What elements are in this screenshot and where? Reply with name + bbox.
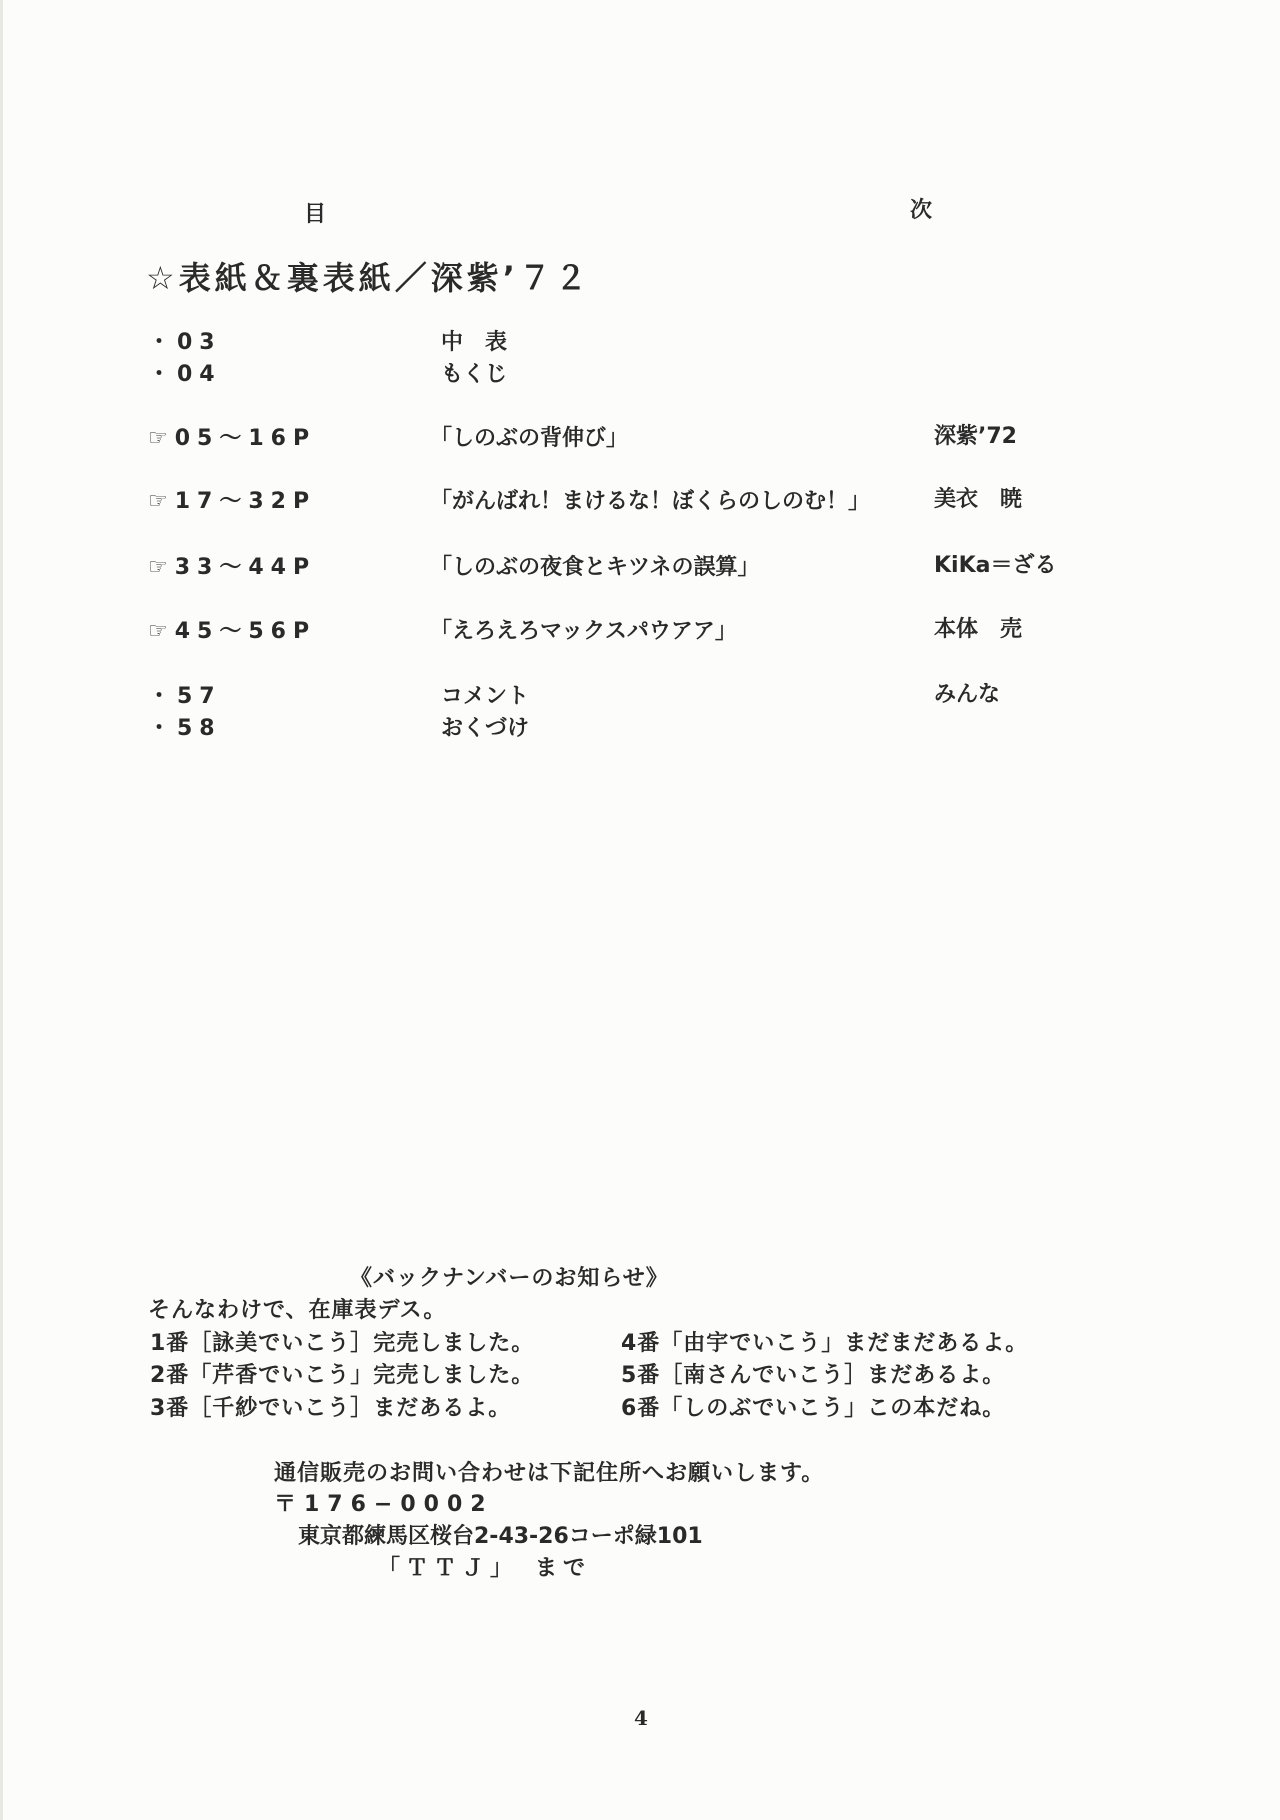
toc-pages: ・04 [148, 362, 222, 387]
toc-pages: ☞05～16P [148, 426, 317, 451]
contact-note: 通信販売のお問い合わせは下記住所へお願いします。 [274, 1461, 825, 1486]
recipient: 「ＴＴＪ」 まで [378, 1556, 592, 1581]
scan-edge [0, 0, 3, 1820]
toc-pages: ・03 [148, 330, 222, 355]
toc-pages: ☞45～56P [148, 619, 317, 644]
toc-author: 深紫’72 [934, 424, 1017, 449]
toc-author: KiKa＝ざる [934, 553, 1057, 578]
toc-pages: ・58 [148, 716, 222, 741]
toc-author: 美衣 暁 [934, 487, 1023, 512]
cover-credit: ☆表紙＆裏表紙／深紫’７２ [146, 259, 591, 297]
toc-pages: ☞33～44P [148, 555, 317, 580]
backnumber-item: 3番［千紗でいこう］まだあるよ。 [150, 1396, 512, 1421]
toc-author: みんな [934, 682, 1001, 707]
postal-code: 〒176−0002 [274, 1492, 494, 1517]
toc-heading-right: 次 [910, 198, 933, 223]
page-number: 4 [634, 1706, 648, 1730]
backnumber-intro: そんなわけで、在庫表デス。 [148, 1298, 447, 1323]
toc-title: 「しのぶの背伸び」 [430, 426, 629, 451]
backnumber-item: 5番［南さんでいこう］まだあるよ。 [621, 1363, 1006, 1388]
address: 東京都練馬区桜台2-43-26コーポ緑101 [298, 1524, 703, 1549]
toc-title: 「しのぶの夜食とキツネの誤算」 [430, 555, 760, 580]
backnumber-item: 2番「芹香でいこう」完売しました。 [150, 1363, 535, 1388]
backnumber-item: 1番［詠美でいこう］完売しました。 [150, 1331, 535, 1356]
backnumber-heading: 《バックナンバーのお知らせ》 [350, 1266, 669, 1291]
backnumber-item: 6番「しのぶでいこう」この本だね。 [621, 1396, 1006, 1421]
toc-title: 「えろえろマックスパウアア」 [430, 619, 737, 644]
toc-author: 本体 売 [934, 617, 1023, 642]
toc-heading-left: 目 [304, 202, 327, 227]
toc-title: おくづけ [441, 716, 530, 741]
toc-title: コメント [441, 684, 530, 709]
toc-title: 「がんばれ！まけるな！ぼくらのしのむ！」 [430, 489, 871, 514]
toc-pages: ・57 [148, 684, 222, 709]
toc-title: 中 表 [441, 330, 508, 355]
toc-pages: ☞17～32P [148, 489, 317, 514]
backnumber-item: 4番「由宇でいこう」まだまだあるよ。 [621, 1331, 1029, 1356]
toc-title: もくじ [441, 362, 508, 387]
